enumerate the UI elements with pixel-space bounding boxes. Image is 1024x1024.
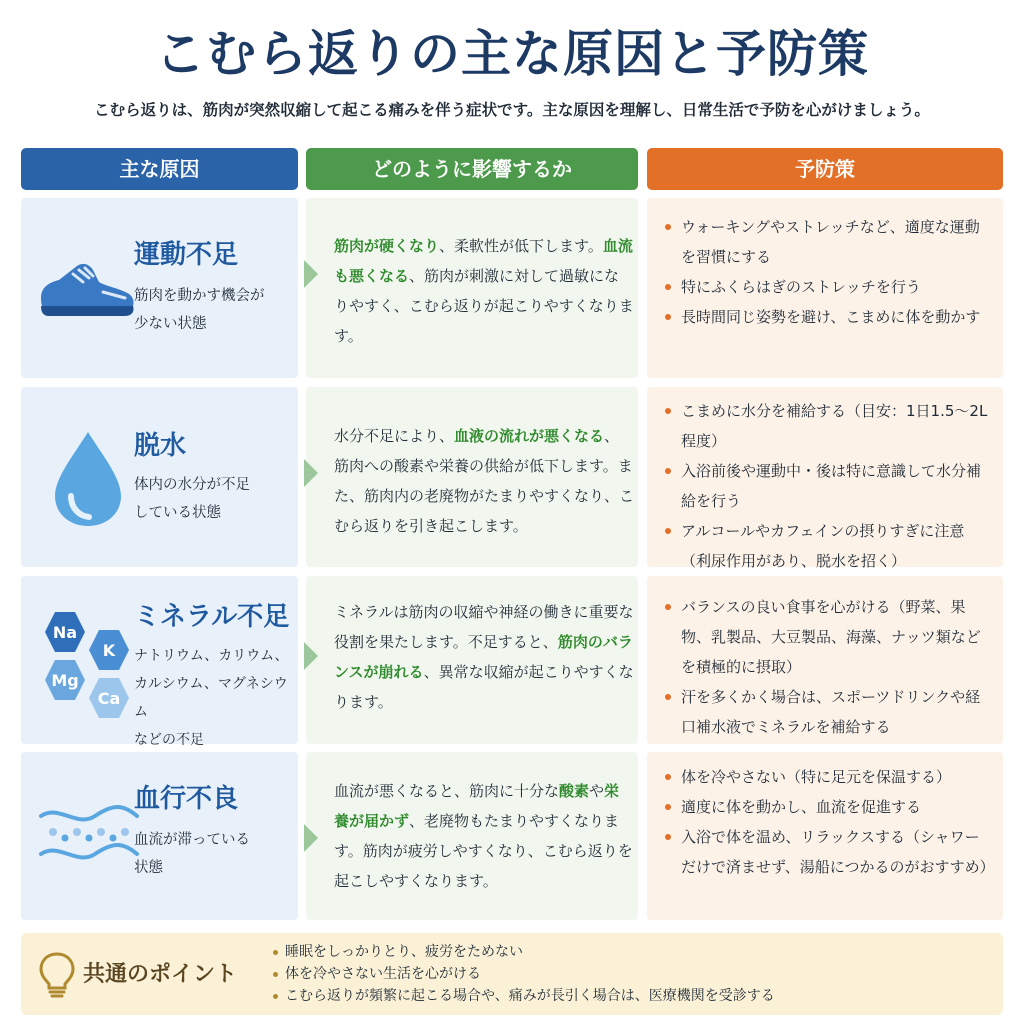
prevention-item: 適度に体を動かし、血流を促進する: [663, 792, 993, 822]
prevention-item: 体を冷やさない（特に足元を保温する）: [663, 762, 993, 792]
cause-cell-circulation: [21, 752, 298, 920]
prevention-item: 長時間同じ姿勢を避け、こまめに体を動かす: [663, 302, 993, 332]
mineral-label: Na: [52, 623, 78, 642]
effect-cell-dehydration: [306, 387, 638, 567]
blood-flow-icon: [33, 782, 143, 892]
arrow-icon: [304, 642, 318, 670]
cause-cell-exercise: [21, 198, 298, 378]
effect-segment: 、筋肉への酸素や栄養の供給が低下します。また、筋肉内の老廃物がたまりやすくなり、こむら返りを引き起こします。: [334, 427, 635, 535]
cause-desc-line: している状態: [134, 505, 221, 521]
prevention-item: 特にふくらはぎのストレッチを行う: [663, 272, 993, 302]
mineral-label: K: [102, 641, 116, 660]
common-point-item: 睡眠をしっかりとり、疲労をためない: [271, 941, 775, 963]
effect-highlight: 酸素: [559, 782, 590, 800]
cause-desc-line: 体内の水分が不足: [134, 477, 250, 493]
effect-text: [334, 776, 634, 896]
prevention-item: 入浴で体を温め、リラックスする（シャワーだけで済ませず、湯船につかるのがおすすめ）: [663, 822, 993, 882]
header-effect: どのように影響するか: [306, 148, 638, 190]
prevention-item: こまめに水分を補給する（目安：1日1.5〜2L程度）: [663, 396, 993, 456]
effect-segment: 、老廃物もたまりやすくなります。筋肉が疲労しやすくなり、こむら返りを起こしやすくなります。: [334, 812, 633, 890]
lightbulb-icon: [37, 951, 77, 999]
effect-cell-mineral: [306, 576, 638, 744]
common-points-title: 共通のポイント: [83, 962, 238, 987]
header-cause: 主な原因: [21, 148, 298, 190]
effect-segment: 、柔軟性が低下します。: [439, 237, 603, 255]
prevention-list: [663, 212, 993, 332]
page-subtitle: こむら返りは、筋肉が突然収縮して起こる痛みを伴う症状です。主な原因を理解し、日常生活で予防を心がけましょう。: [94, 101, 930, 119]
cause-desc-line: 少ない状態: [134, 316, 207, 332]
effect-segment: 水分不足により、: [334, 427, 455, 445]
cause-description: [134, 642, 296, 754]
cause-description: [134, 471, 294, 527]
common-point-item: こむら返りが頻繁に起こる場合や、痛みが長引く場合は、医療機関を受診する: [271, 985, 775, 1007]
cause-name: 血行不良: [134, 784, 239, 814]
cause-name: 脱水: [134, 431, 187, 461]
common-points-box: [21, 933, 1003, 1015]
effect-cell-circulation: [306, 752, 638, 920]
cause-desc-line: 状態: [134, 860, 163, 876]
prevention-list: [663, 396, 993, 576]
mineral-label: Ca: [97, 689, 121, 708]
prevention-list: [663, 592, 993, 742]
mineral-label: Mg: [51, 671, 79, 690]
cause-cell-mineral: [21, 576, 298, 748]
cause-name: 運動不足: [134, 240, 239, 270]
prevention-item: 汗を多くかく場合は、スポーツドリンクや経口補水液でミネラルを補給する: [663, 682, 993, 742]
effect-segment: ミネラルは筋肉の収縮や神経の働きに重要な役割を果たします。不足すると、: [334, 603, 634, 651]
water-drop-icon: [33, 422, 143, 532]
cause-description: [134, 826, 294, 882]
mineral-hexagon-icon: [29, 602, 141, 722]
effect-highlight: 筋肉のバランスが崩れる: [334, 633, 633, 681]
prevention-cell-dehydration: [647, 387, 1003, 570]
arrow-icon: [304, 459, 318, 487]
effect-segment: 、筋肉が刺激に対して過敏になりやすく、こむら返りが起こりやすくなります。: [334, 267, 634, 345]
cause-desc-line: 血流が滞っている: [134, 832, 250, 848]
effect-segment: や: [589, 782, 605, 800]
effect-text: [334, 597, 634, 717]
effect-highlight: 血液の流れが悪くなる: [454, 427, 605, 445]
effect-segment: 、異常な収縮が起こりやすくなります。: [334, 663, 634, 711]
effect-segment: 血流が悪くなると、筋肉に十分な: [334, 782, 560, 800]
shoe-icon: [33, 236, 143, 346]
effect-highlight: 血流も悪くなる: [334, 237, 633, 285]
prevention-list: [663, 762, 993, 882]
cause-desc-line: ナトリウム、カリウム、: [134, 648, 289, 664]
cause-name: ミネラル不足: [134, 602, 290, 632]
header-prevention: 予防策: [647, 148, 1003, 190]
effect-text: [334, 421, 634, 541]
prevention-item: 入浴前後や運動中・後は特に意識して水分補給を行う: [663, 456, 993, 516]
prevention-item: アルコールやカフェインの摂りすぎに注意（利尿作用があり、脱水を招く）: [663, 516, 993, 576]
prevention-item: バランスの良い食事を心がける（野菜、果物、乳製品、大豆製品、海藻、ナッツ類などを積極的に摂取）: [663, 592, 993, 682]
common-point-item: 体を冷やさない生活を心がける: [271, 963, 775, 985]
prevention-cell-exercise: [647, 198, 1003, 378]
effect-cell-exercise: [306, 198, 638, 378]
arrow-icon: [304, 824, 318, 852]
cause-desc-line: などの不足: [134, 732, 204, 748]
effect-highlight: 栄養が届かず: [334, 782, 620, 830]
cause-description: [134, 282, 294, 338]
arrow-icon: [304, 260, 318, 288]
prevention-item: ウォーキングやストレッチなど、適度な運動を習慣にする: [663, 212, 993, 272]
prevention-cell-circulation: [647, 752, 1003, 920]
effect-text: [334, 231, 634, 351]
cause-desc-line: カルシウム、マグネシウム: [134, 676, 288, 720]
cause-desc-line: 筋肉を動かす機会が: [134, 288, 265, 304]
effect-highlight: 筋肉が硬くなり: [334, 237, 440, 255]
cause-cell-dehydration: [21, 387, 298, 567]
page-title: こむら返りの主な原因と予防策: [155, 25, 869, 83]
common-points-list: [271, 941, 775, 1007]
prevention-cell-mineral: [647, 576, 1003, 744]
